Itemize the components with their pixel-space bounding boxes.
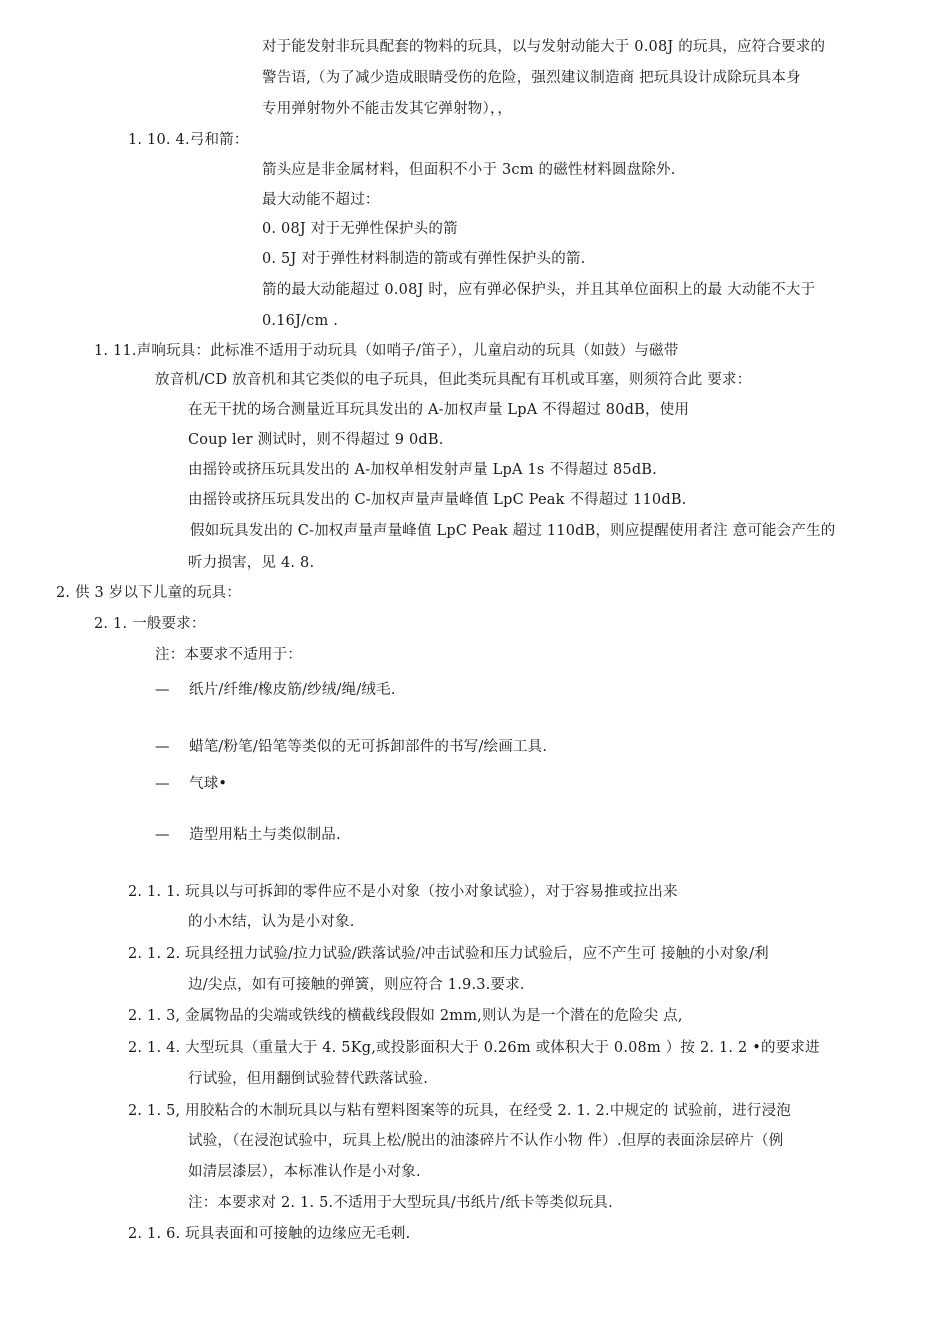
- text-line: 0. 08J 对于无弹性保护头的箭: [262, 221, 458, 237]
- section-heading: 2. 供 3 岁以下儿童的玩具：: [56, 585, 242, 601]
- list-item-text: 纸片/纤维/橡皮筋/纱绒/绳/绒毛.: [189, 682, 396, 698]
- text-line: 的小木结，认为是小对象.: [188, 914, 355, 930]
- list-item: [155, 774, 227, 794]
- text-line: 假如玩具发出的 C-加权声量声量峰值 LpC Peak 超过 110dB，则应提醒使用者注 意可能会产生的: [190, 523, 836, 539]
- text-line: 如清层漆层），本标准认作是小对象.: [188, 1164, 421, 1180]
- text-line: 放音机/CD 放音机和其它类似的电子玩具，但此类玩具配有耳机或耳塞，则须符合此 要求：: [155, 372, 752, 388]
- clause-line: 2. 1. 3, 金属物品的尖端或铁线的横截线段假如 2mm,则认为是一个潜在的危险尖 点,: [128, 1008, 683, 1024]
- list-item-text: 蜡笔/粉笔/铅笔等类似的无可拆卸部件的书写/绘画工具.: [189, 739, 548, 755]
- list-item-text: 造型用粘土与类似制品.: [189, 827, 341, 843]
- text-line: 在无干扰的场合测量近耳玩具发出的 A-加权声量 LpA 不得超过 80dB，使用: [188, 402, 690, 418]
- text-line: 箭头应是非金属材料，但面积不小于 3cm 的磁性材料圆盘除外.: [262, 162, 676, 178]
- clause-line: 2. 1. 4. 大型玩具（重量大于 4. 5Kg,或投影面积大于 0.26m 或体积大于 0.08m ）按 2. 1. 2 •的要求进: [128, 1040, 820, 1056]
- clause-line: 2. 1. 5, 用胶粘合的木制玩具以与粘有塑料图案等的玩具，在经受 2. 1. 2.中规定的 试验前，进行浸泡: [128, 1103, 791, 1119]
- clause-line: 2. 1. 2. 玩具经扭力试验/拉力试验/跌落试验/冲击试验和压力试验后，应不产生可 接触的小对象/利: [128, 946, 769, 962]
- section-heading: 1. 10. 4.弓和箭：: [128, 132, 249, 148]
- list-item-text: 气球•: [189, 776, 228, 792]
- clause-line: 2. 1. 1. 玩具以与可拆卸的零件应不是小对象（按小对象试验），对于容易推或拉出来: [128, 884, 678, 900]
- text-line: 行试验，但用翻倒试验替代跌落试验.: [188, 1071, 429, 1087]
- text-line: 由摇铃或挤压玩具发出的 C-加权声量声量峰值 LpC Peak 不得超过 110dB.: [188, 492, 687, 508]
- note-line: 注：本要求对 2. 1. 5.不适用于大型玩具/书纸片/纸卡等类似玩具.: [188, 1195, 613, 1211]
- list-item: [155, 680, 396, 700]
- text-line: 警告语,（为了减少造成眼睛受伤的危险，强烈建议制造商 把玩具设计成除玩具本身: [262, 70, 801, 86]
- dash-bullet: —: [155, 682, 170, 698]
- text-line: 试验，（在浸泡试验中，玩具上松/脱出的油漆碎片不认作小物 件）.但厚的表面涂层碎片（例: [188, 1133, 784, 1149]
- clause-line: 2. 1. 6. 玩具表面和可接触的边缘应无毛刺.: [128, 1226, 411, 1242]
- dash-bullet: —: [155, 827, 170, 843]
- list-item: [155, 737, 547, 757]
- text-line: 边/尖点，如有可接触的弹簧，则应符合 1.9.3.要求.: [188, 977, 525, 993]
- note-line: 注：本要求不适用于：: [155, 647, 302, 663]
- text-line: 专用弹射物外不能击发其它弹射物），，: [262, 101, 513, 117]
- section-heading: 1. 11.声响玩具：此标准不适用于动玩具（如哨子/笛子），儿童启动的玩具（如鼓）与磁带: [94, 343, 679, 359]
- text-line: 0.16J/cm .: [262, 313, 339, 329]
- text-line: 听力损害，见 4. 8.: [188, 555, 315, 571]
- list-item: [155, 825, 341, 845]
- text-line: 0. 5J 对于弹性材料制造的箭或有弹性保护头的箭.: [262, 251, 586, 267]
- text-line: Coup ler 测试时，则不得超过 9 0dB.: [188, 432, 444, 448]
- text-line: 箭的最大动能超过 0.08J 时，应有弹必保护头，并且其单位面积上的最 大动能不大于: [262, 282, 816, 298]
- text-line: 由摇铃或挤压玩具发出的 A-加权单相发射声量 LpA 1s 不得超过 85dB.: [188, 462, 657, 478]
- dash-bullet: —: [155, 739, 170, 755]
- dash-bullet: —: [155, 776, 170, 792]
- text-line: 最大动能不超过：: [262, 192, 380, 208]
- text-line: 对于能发射非玩具配套的物料的玩具，以与发射动能大于 0.08J 的玩具，应符合要求的: [262, 39, 826, 55]
- section-heading: 2. 1. 一般要求：: [94, 616, 206, 632]
